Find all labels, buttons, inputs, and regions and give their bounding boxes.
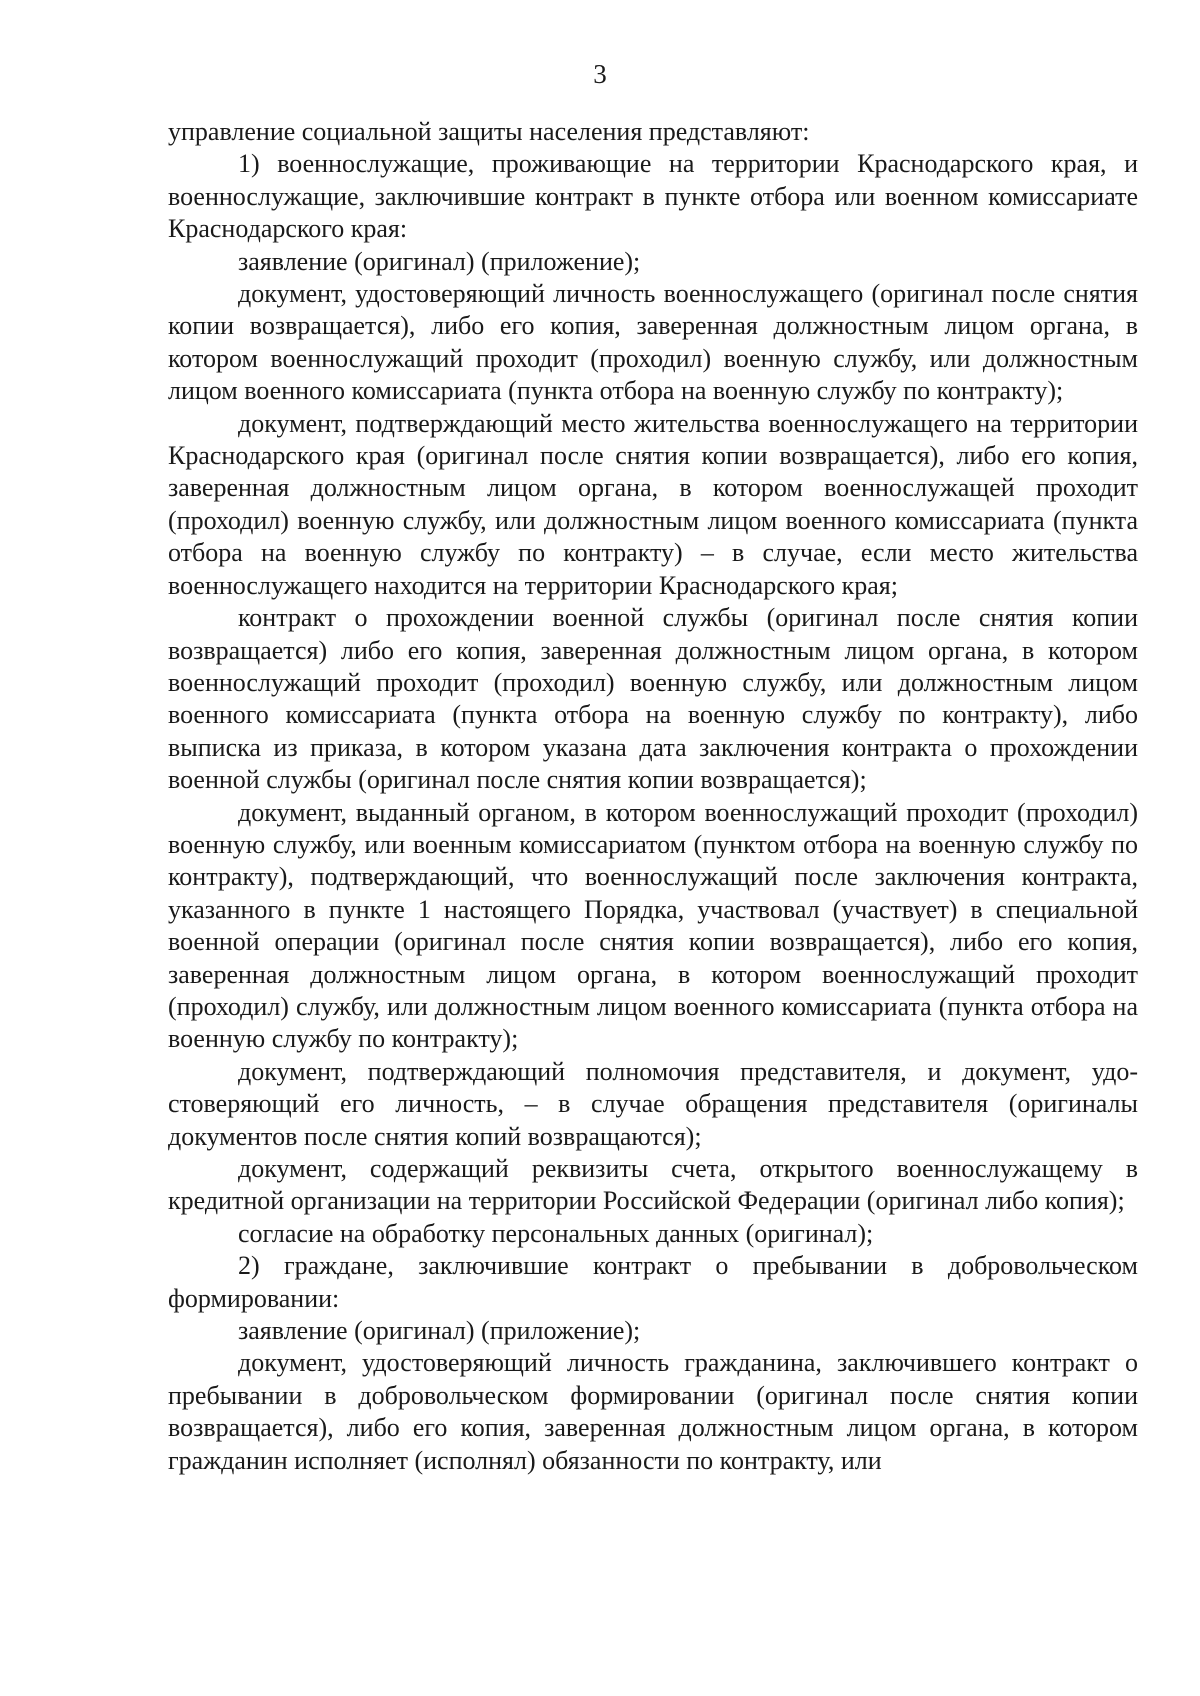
paragraph: согласие на обработку персональных данных (оригинал); (238, 1218, 874, 1248)
document-body (168, 116, 1138, 1477)
paragraph: 2) граждане, заключившие контракт о пребывании в добровольческом формировании: (168, 1251, 1138, 1313)
paragraph: документ, удостоверяющий личность военнослужащего (оригинал после снятия копии возвращается), либо его копия, заверенная должностным лицом органа, в котором военнослужащий проходит (проходил) военную службу, или должностным лицом военного комиссариата (пункта отбора на военную службу по контракту); (168, 279, 1138, 406)
page-number: 3 (593, 59, 607, 89)
paragraph: документ, подтверждающий полномочия представителя, и документ, удостоверяющий его личность, – в случае обращения представителя (оригиналы документов после снятия копий возвращаются); (168, 1056, 1138, 1151)
paragraph: документ, подтверждающий место жительства военнослужащего на территории Краснодарского края (оригинал после снятия копии возвращается), либо его копия, заверенная должностным лицом органа, в котором военнослужащей проходит (проходил) военную службу, или должностным лицом военного комиссариата (пункта отбора на военную службу по контракту) – в случае, если место жительства военнослужащего находится на территории Краснодарского края; (168, 408, 1138, 600)
paragraph: документ, содержащий реквизиты счета, открытого военнослужащему в кредитной организации на территории Российской Федерации (оригинал либо копия); (168, 1154, 1138, 1216)
paragraph: заявление (оригинал) (приложение); (238, 1316, 641, 1346)
paragraph: заявление (оригинал) (приложение); (238, 246, 641, 276)
paragraph: контракт о прохождении военной службы (оригинал после снятия копии возвращается) либо его копия, заверенная должностным лицом органа, в котором военнослужащий проходит (проходил) военную службу, или должностным лицом военного комиссариата (пункта отбора на военную службу по контракту), либо выписка из приказа, в котором указана дата заключения контракта о прохождении военной службы (оригинал после снятия копии возвращается); (168, 603, 1138, 795)
paragraph: документ, выданный органом, в котором военнослужащий проходит (проходил) военную службу, или военным комиссариатом (пунктом отбора на военную службу по контракту), подтверждающий, что военнослужащий после заключения контракта, указанного в пункте 1 настоящего Порядка, участвовал (участвует) в специальной военной операции (оригинал после снятия копии возвращается), либо его копия, заверенная должностным лицом органа, в котором военнослужащий проходит (проходил) службу, или должностным лицом военного комиссариата (пункта отбора на военную службу по контракту); (168, 797, 1138, 1054)
paragraph: управление социальной защиты населения представляют: (168, 117, 810, 146)
paragraph: документ, удостоверяющий личность гражданина, заключившего контракт о пребывании в добровольческом формировании (оригинал после снятия копии возвращается), либо его копия, заверенная должностным лицом органа, в котором гражданин исполняет (исполнял) обязанности по контракту, или (168, 1348, 1138, 1475)
paragraph: 1) военнослужащие, проживающие на территории Краснодарского края, и военнослужащие, заключившие контракт в пункте отбора или военном комиссариате Краснодарского края: (168, 149, 1138, 244)
